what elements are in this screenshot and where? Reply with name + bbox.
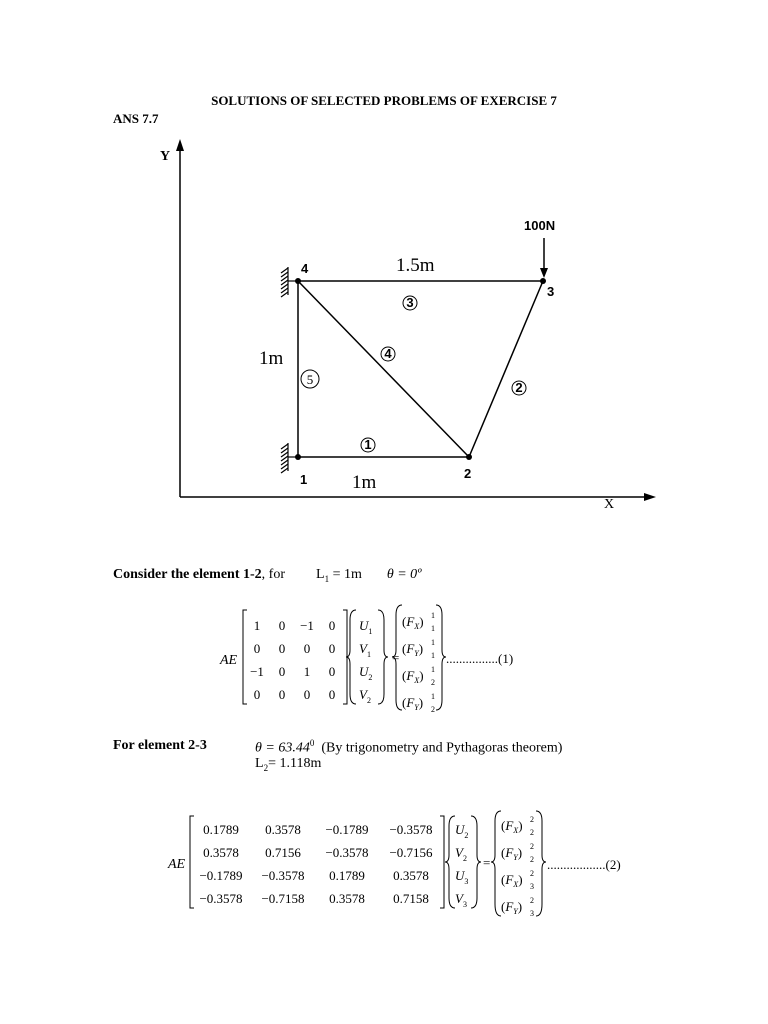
element12-matrix-cell: 0	[328, 618, 336, 633]
svg-text:1: 1	[364, 437, 372, 452]
element23-matrix-cell: 0.3578	[265, 822, 301, 837]
svg-text:1: 1	[431, 692, 435, 701]
element12-matrix-cell: 0	[278, 687, 286, 702]
y-axis-label: Y	[160, 149, 171, 164]
svg-text:=: =	[392, 650, 400, 665]
y-axis-arrow	[176, 139, 184, 151]
node-label-1: 1	[300, 472, 308, 487]
svg-text:2: 2	[530, 869, 534, 878]
element23-displacements	[455, 822, 468, 909]
page-title: SOLUTIONS OF SELECTED PROBLEMS OF EXERCISE 7	[211, 93, 557, 108]
element12-matrix-cell: 0	[278, 618, 286, 633]
element12-matrix-cell: 1	[303, 664, 311, 679]
element12-force-entry: $(F_Y)$	[402, 695, 424, 712]
element12-displacement-entry: $U_1$	[359, 618, 373, 636]
svg-text:1: 1	[431, 651, 435, 660]
element12-displacement-entry: $V_2$	[359, 687, 371, 705]
element23-displacement-entry: $V_2$	[455, 845, 467, 863]
element23-matrix-cell: −0.3578	[389, 822, 433, 837]
element23-displacement-entry: $U_2$	[455, 822, 469, 840]
x-axis-label: X	[604, 497, 615, 512]
element23-matrix-cell: 0.3578	[329, 891, 365, 906]
svg-text:3: 3	[530, 882, 534, 891]
element12-matrix-cell: −1	[300, 618, 314, 633]
svg-text:2: 2	[431, 678, 435, 687]
svg-text:5: 5	[306, 372, 314, 387]
svg-text:1: 1	[431, 638, 435, 647]
x-axis-arrow	[644, 493, 656, 501]
element23-ae: AE	[168, 857, 186, 872]
element12-matrix-cell: 0	[253, 687, 261, 702]
element12-matrix-cell: 1	[253, 618, 261, 633]
element23-eq-number: ..................(2)	[547, 857, 621, 872]
element12-matrix-cell: −1	[250, 664, 264, 679]
svg-text:=: =	[483, 855, 491, 870]
svg-text:1: 1	[431, 611, 435, 620]
element23-intro: For element 2-3	[113, 738, 207, 753]
element23-matrix-cell: 0.1789	[203, 822, 239, 837]
element23-matrix	[199, 822, 433, 906]
element23-matrix-cell: 0.3578	[203, 845, 239, 860]
element12-matrix-cell: 0	[278, 641, 286, 656]
svg-text:4: 4	[384, 346, 392, 361]
svg-text:2: 2	[530, 815, 534, 824]
element12-forces	[402, 611, 435, 714]
element12-displacement-entry: $V_1$	[359, 641, 371, 659]
element23-matrix-cell: 0.7158	[393, 891, 429, 906]
element23-matrix-cell: 0.3578	[393, 868, 429, 883]
element23-displacement-entry: $V_3$	[455, 891, 467, 909]
element23-matrix-cell: −0.3578	[199, 891, 243, 906]
element23-note: (By trigonometry and Pythagoras theorem)	[321, 740, 563, 756]
element12-matrix-cell: 0	[303, 687, 311, 702]
element12-theta: θ = 0º	[386, 567, 422, 582]
element23-force-entry: $(F_Y)$	[501, 899, 523, 916]
element12-matrix-cell: 0	[328, 664, 336, 679]
element23-matrix-cell: −0.7158	[261, 891, 305, 906]
element23-matrix-cell: −0.3578	[261, 868, 305, 883]
node-label-4: 4	[301, 261, 309, 276]
element12-matrix-cell: 0	[328, 641, 336, 656]
dimension-top: 1.5m	[396, 255, 435, 276]
load-arrow-head	[540, 268, 548, 278]
element12-displacement-entry: $U_2$	[359, 664, 373, 682]
svg-text:2: 2	[530, 896, 534, 905]
element23-force-entry: $(F_X)$	[501, 818, 523, 835]
element-marker-1	[361, 437, 375, 452]
svg-text:1: 1	[431, 624, 435, 633]
svg-text:2: 2	[530, 855, 534, 864]
element23-matrix-cell: −0.7156	[389, 845, 433, 860]
member-2	[469, 281, 543, 457]
svg-text:3: 3	[530, 909, 534, 918]
element12-intro: Consider the element 1-2	[113, 567, 262, 582]
element23-matrix-cell: −0.3578	[325, 845, 369, 860]
element23-force-entry: $(F_Y)$	[501, 845, 523, 862]
element12-eq-number: ................(1)	[446, 651, 514, 666]
element23-matrix-cell: −0.1789	[199, 868, 243, 883]
element23-force-entry: $(F_X)$	[501, 872, 523, 889]
element23-heading	[113, 738, 207, 754]
node-2	[466, 454, 472, 460]
element12-for: , for	[261, 567, 285, 582]
node-label-2: 2	[464, 466, 472, 481]
dimension-left: 1m	[259, 348, 284, 369]
element12-force-entry: $(F_X)$	[402, 614, 424, 631]
element12-force-entry: $(F_Y)$	[402, 641, 424, 658]
element12-matrix	[250, 618, 335, 702]
element12-matrix-cell: 0	[303, 641, 311, 656]
svg-text:2: 2	[515, 380, 523, 395]
node-3	[540, 278, 546, 284]
element12-equation	[210, 600, 570, 718]
element23-equation	[165, 808, 655, 924]
element23-displacement-entry: $U_3$	[455, 868, 469, 886]
svg-text:3: 3	[406, 295, 414, 310]
element12-matrix-cell: 0	[278, 664, 286, 679]
node-1	[295, 454, 301, 460]
element-marker-4	[381, 346, 395, 361]
element23-matrix-cell: 0.7156	[265, 845, 301, 860]
element-marker-5	[301, 370, 319, 388]
element23-matrix-cell: −0.1789	[325, 822, 369, 837]
element12-length: $L_1 = 1m$	[316, 567, 362, 584]
member-4	[298, 281, 469, 457]
svg-text:1: 1	[431, 665, 435, 674]
dimension-bottom: 1m	[352, 472, 377, 493]
svg-text:2: 2	[530, 828, 534, 837]
svg-text:2: 2	[530, 842, 534, 851]
element12-displacements	[359, 618, 372, 705]
answer-label: ANS 7.7	[113, 111, 159, 126]
element23-matrix-cell: 0.1789	[329, 868, 365, 883]
load-label: 100N	[524, 218, 556, 233]
element12-ae: AE	[220, 653, 238, 668]
element23-length: $L_2= 1.118m$	[255, 756, 322, 773]
node-4	[295, 278, 301, 284]
element12-matrix-cell: 0	[328, 687, 336, 702]
element23-forces	[501, 815, 534, 918]
element12-heading	[113, 567, 422, 584]
element23-theta-line: $\theta = 63.44^0$ (By trigonometry and Pythagoras theorem)	[255, 738, 563, 756]
element-marker-3	[403, 295, 417, 310]
svg-text:2: 2	[431, 705, 435, 714]
element12-force-entry: $(F_X)$	[402, 668, 424, 685]
node-label-3: 3	[547, 284, 555, 299]
element-marker-2	[512, 380, 526, 395]
element23-theta: θ = 63.44	[255, 740, 310, 756]
element12-matrix-cell: 0	[253, 641, 261, 656]
